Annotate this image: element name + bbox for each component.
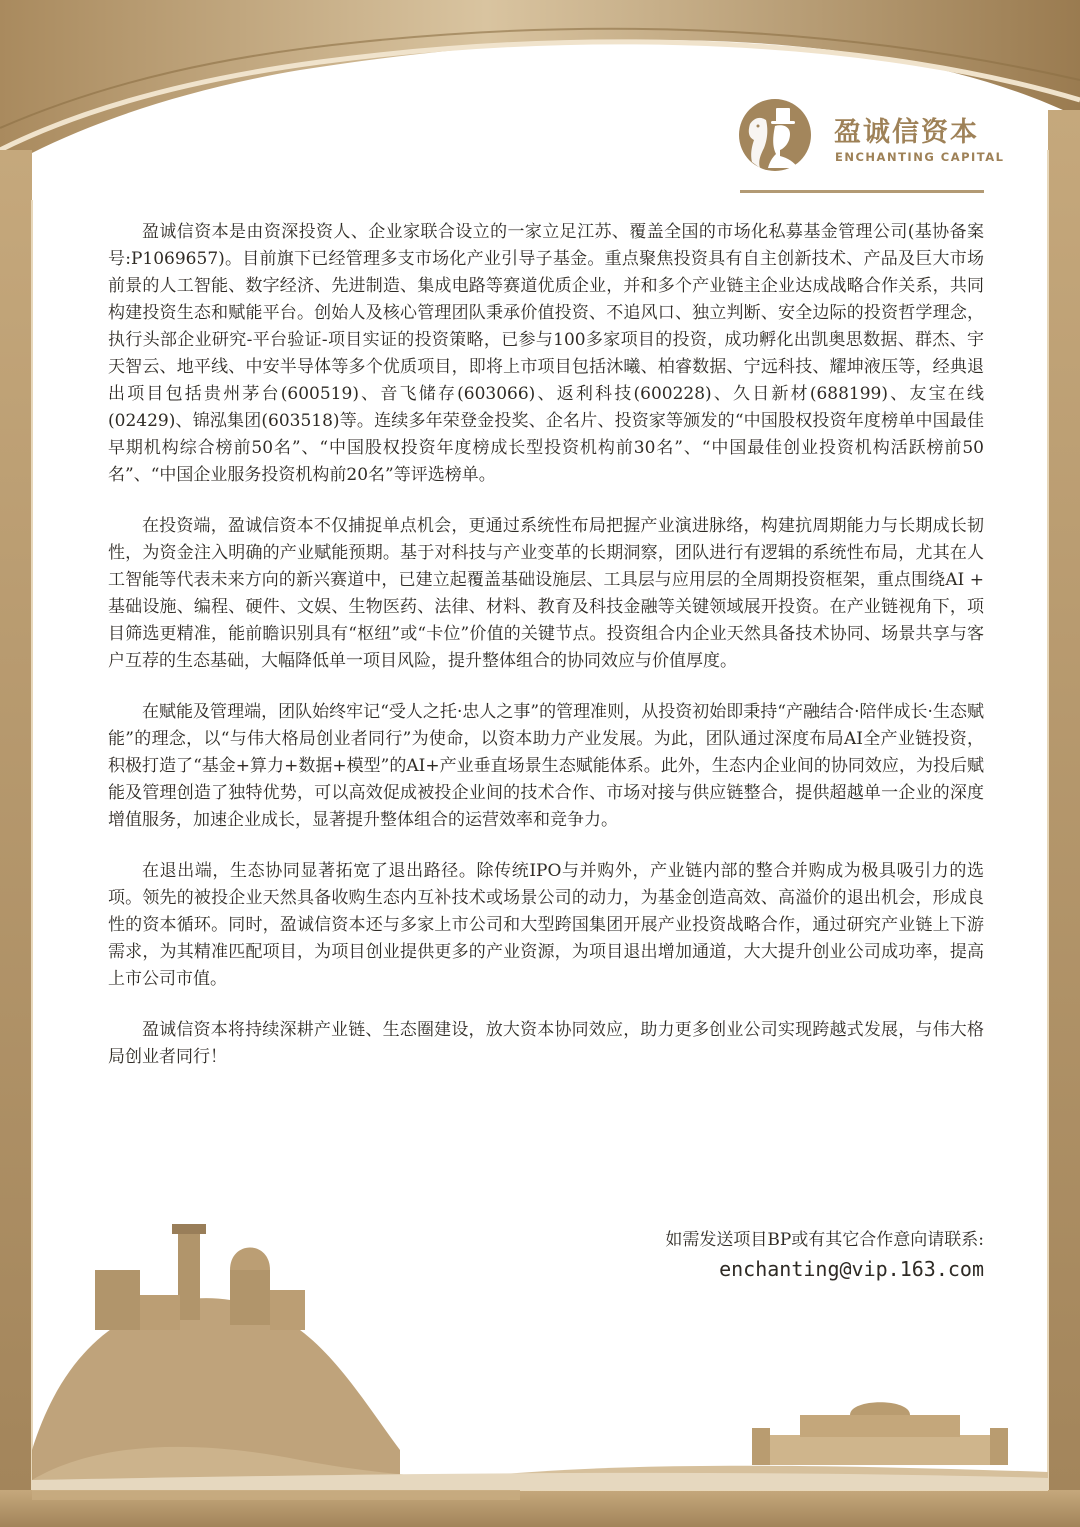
header-divider xyxy=(740,190,984,193)
horse-and-gentleman-logo-icon xyxy=(738,98,812,172)
paragraph-empowerment: 在赋能及管理端，团队始终牢记“受人之托·忠人之事”的管理准则，从投资初始即秉持“产融结合·陪伴成长·生态赋能”的理念，以“与伟大格局创业者同行”为使命，以资本助力产业发展。为此，团队通过深度布局AI全产业链投资，积极打造了“基金+算力+数据+模型”的AI+产业垂直场景生态赋能体系。此外，生态内企业间的协同效应，为投后赋能及管理创造了独特优势，可以高效促成被投企业间的技术合作、市场对接与供应链整合，提供超越单一企业的深度增值服务，加速企业成长，显著提升整体组合的运营效率和竞争力。 xyxy=(108,702,984,830)
paragraph-closing: 盈诚信资本将持续深耕产业链、生态圈建设，放大资本协同效应，助力更多创业公司实现跨越式发展，与伟大格局创业者同行！ xyxy=(108,1020,984,1067)
paragraph-investment: 在投资端，盈诚信资本不仅捕捉单点机会，更通过系统性布局把握产业演进脉络，构建抗周期能力与长期成长韧性，为资金注入明确的产业赋能预期。基于对科技与产业变革的长期洞察，团队进行有逻辑的系统性布局，尤其在人工智能等代表未来方向的新兴赛道中，已建立起覆盖基础设施层、工具层与应用层的全周期投资框架，重点围绕AI + 基础设施、编程、硬件、文娱、生物医药、法律、材料、教育及科技金融等关键领域展开投资。在产业链视角下，项目筛选更精准，能前瞻识别具有“枢纽”或“卡位”价值的关键节点。投资组合内企业天然具备技术协同、场景共享与客户互荐的生态基础，大幅降低单一项目风险，提升整体组合的协同效应与价值厚度。 xyxy=(108,516,984,671)
paragraph-intro: 盈诚信资本是由资深投资人、企业家联合设立的一家立足江苏、覆盖全国的市场化私募基金管理公司(基协备案号:P1069657)。目前旗下已经管理多支市场化产业引导子基金。重点聚焦投资具有自主创新技术、产品及巨大市场前景的人工智能、数字经济、先进制造、集成电路等赛道优质企业，并和多个产业链主企业达成战略合作关系，共同构建投资生态和赋能平台。创始人及核心管理团队秉承价值投资、不追风口、独立判断、安全边际的投资哲学理念，执行头部企业研究-平台验证-项目实证的投资策略，已参与100多家项目的投资，成功孵化出凯奥思数据、群杰、宇天智云、地平线、中安半导体等多个优质项目，即将上市项目包括沐曦、柏睿数据、宁远科技、耀坤液压等，经典退出项目包括贵州茅台(600519)、音飞储存(603066)、返利科技(600228)、久日新材(688199)、友宝在线(02429)、锦泓集团(603518)等。连续多年荣登金投奖、企名片、投资家等颁发的“中国股权投资年度榜单中国最佳早期机构综合榜前50名”、“中国股权投资年度榜成长型投资机构前30名”、“中国最佳创业投资机构活跃榜前50名”、“中国企业服务投资机构前20名”等评选榜单。 xyxy=(108,222,984,485)
brand-name-en: ENCHANTING CAPITAL xyxy=(835,150,1005,164)
contact-email[interactable]: enchanting@vip.163.com xyxy=(719,1257,984,1281)
landscape-illustration xyxy=(0,1210,1080,1527)
hilltop-castle-illustration xyxy=(32,1224,520,1500)
paragraph-exit: 在退出端，生态协同显著拓宽了退出路径。除传统IPO与并购外，产业链内部的整合并购成为极具吸引力的选项。领先的被投企业天然具备收购生态内互补技术或场景公司的动力，为基金创造高效、高溢价的退出机会，形成良性的资本循环。同时，盈诚信资本还与多家上市公司和大型跨国集团开展产业投资战略合作，通过研究产业链上下游需求，为其精准匹配项目，为项目创业提供更多的产业资源，为项目退出增加通道，大大提升创业公司成功率，提高上市公司市值。 xyxy=(108,861,984,989)
brand-logo xyxy=(738,98,1005,168)
article-body xyxy=(108,219,984,1095)
contact-label: 如需发送项目BP或有其它合作意向请联系: xyxy=(665,1230,984,1250)
brand-name-cn: 盈诚信资本 xyxy=(834,117,979,148)
